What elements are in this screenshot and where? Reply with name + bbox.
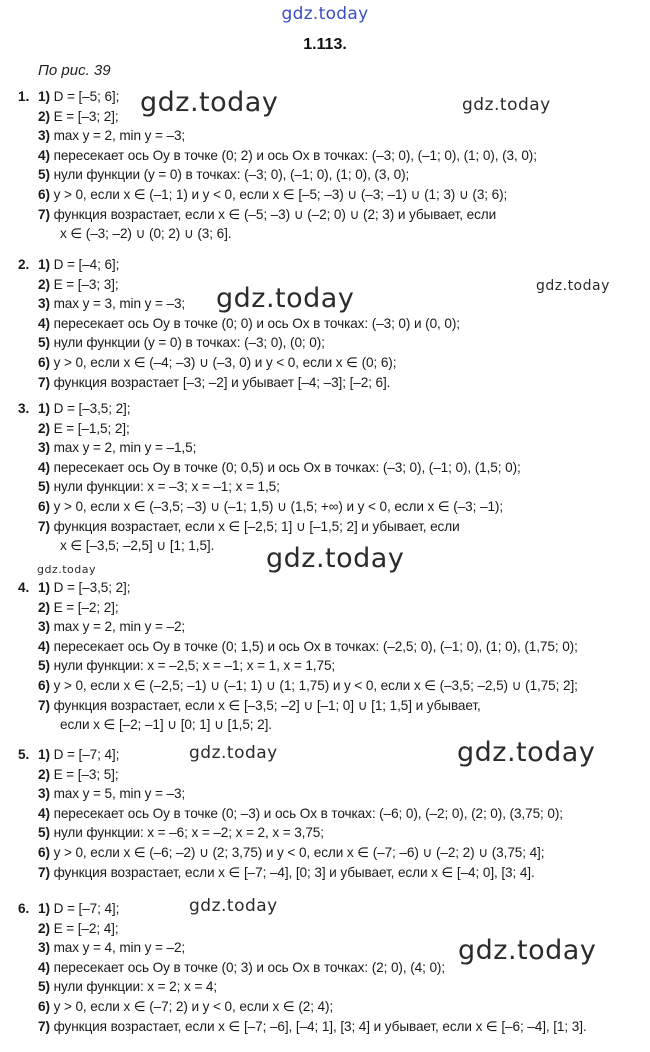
answer-line — [60, 224, 231, 244]
watermark: gdz.today — [266, 543, 405, 574]
answer-text: y > 0, если x ∈ (–7; 2) и y < 0, если x ∈ (2; 4); — [53, 999, 334, 1014]
item-number: 4) — [38, 315, 50, 331]
item-number: 6) — [38, 845, 50, 860]
answer-line — [38, 977, 217, 997]
answer-line — [38, 497, 503, 517]
watermark: gdz.today — [189, 743, 278, 763]
item-number: 3) — [38, 940, 50, 956]
answer-text: y > 0, если x ∈ (–4; –3) ∪ (–3, 0) и y < 0, если x ∈ (0; 6); — [53, 355, 397, 370]
answer-text: пересекает ось Oy в точке (0; 0,5) и ось Ox в точках: (–3; 0), (–1; 0), (1,5; 0); — [53, 459, 521, 475]
answer-line — [18, 578, 131, 598]
answer-text: функция возрастает, если x ∈ [–7; –4], [0; 3] и убывает, если x ∈ [–4; 0], [3; 4]. — [53, 864, 535, 880]
item-number: 6) — [38, 187, 50, 202]
answer-line — [60, 536, 214, 556]
answer-text: D = [–5; 6]; — [53, 89, 120, 104]
answer-line — [38, 126, 185, 146]
item-number: 2) — [38, 276, 50, 292]
item-number: 4) — [38, 805, 50, 821]
answer-line — [38, 938, 185, 958]
watermark: gdz.today — [37, 563, 97, 576]
answer-text: x ∈ [–3,5; –2,5] ∪ [1; 1,5]. — [60, 538, 215, 554]
answer-text: пересекает ось Oy в точке (0; 0) и ось Ox в точках: (–3; 0) и (0, 0); — [53, 315, 460, 331]
item-number: 7) — [38, 1018, 50, 1034]
item-number: 3) — [38, 128, 50, 144]
answer-text: функция возрастает [–3; –2] и убывает [–4; –3]; [–2; 6]. — [53, 374, 391, 390]
answer-line — [38, 863, 535, 883]
answer-text: max y = 4, min y = –2; — [53, 940, 186, 956]
item-number: 4) — [38, 147, 50, 163]
answer-text: E = [–3; 5]; — [53, 766, 119, 782]
answer-text: y > 0, если x ∈ (–2,5; –1) ∪ (–1; 1) ∪ (1; 1,75) и y < 0, если x ∈ (–3,5; –2,5) ∪ (1,75; 2]; — [53, 678, 578, 693]
answer-line — [38, 656, 335, 676]
answer-text: если x ∈ [–2; –1] ∪ [0; 1] ∪ [1,5; 2]. — [60, 717, 272, 733]
answer-text: пересекает ось Oy в точке (0; 3) и ось Ox в точках: (2; 0), (4; 0); — [53, 959, 446, 975]
answer-line — [18, 399, 131, 419]
item-number: 5) — [38, 479, 50, 495]
watermark: gdz.today — [462, 95, 551, 115]
item-number: 1) — [38, 89, 50, 104]
item-number: 5) — [38, 825, 50, 841]
item-number: 2) — [38, 599, 50, 615]
answer-text: функция возрастает, если x ∈ [–2,5; 1] ∪ [–1,5; 2] и убывает, если — [53, 518, 460, 534]
answer-line — [38, 205, 496, 225]
answer-text: нули функции: x = –2,5; x = –1; x = 1, x = 1,75; — [53, 658, 336, 674]
item-number: 3) — [38, 619, 50, 635]
answer-line — [38, 294, 185, 314]
exercise-number: 1.113. — [303, 36, 347, 53]
item-number: 6) — [38, 999, 50, 1014]
problem-number: 1. — [18, 89, 30, 104]
answer-text: нули функции (y = 0) в точках: (–3; 0), (0; 0); — [53, 335, 325, 351]
answer-line — [38, 353, 396, 373]
answer-line — [38, 617, 185, 637]
answer-line — [18, 745, 120, 765]
answer-line — [38, 458, 521, 478]
site-header-link[interactable]: gdz.today — [281, 4, 369, 24]
answer-line — [38, 598, 119, 618]
answer-text: функция возрастает, если x ∈ [–7; –6], [–4; 1], [3; 4] и убывает, если x ∈ [–6; –4], [1; 3]. — [53, 1018, 587, 1034]
answer-line — [38, 696, 481, 716]
answer-line — [18, 899, 120, 919]
answer-line — [38, 438, 196, 458]
item-number: 6) — [38, 678, 50, 693]
item-number: 3) — [38, 440, 50, 456]
answer-line — [38, 146, 537, 166]
answer-text: D = [–4; 6]; — [53, 257, 120, 272]
answer-line — [38, 333, 325, 353]
answer-text: нули функции (y = 0) в точках: (–3; 0), (–1; 0), (1; 0), (3, 0); — [53, 167, 410, 183]
watermark: gdz.today — [457, 737, 596, 768]
answer-text: нули функции: x = –3; x = –1; x = 1,5; — [53, 479, 280, 495]
answer-text: max y = 2, min y = –1,5; — [53, 440, 197, 456]
answer-text: функция возрастает, если x ∈ (–5; –3) ∪ (–2; 0) ∪ (2; 3) и убывает, если — [53, 206, 497, 222]
answer-text: функция возрастает, если x ∈ [–3,5; –2] ∪ [–1; 0] ∪ [1; 1,5] и убывает, — [53, 697, 481, 713]
item-number: 1) — [38, 580, 50, 595]
answer-text: E = [–2; 2]; — [53, 599, 119, 615]
item-number: 1) — [38, 401, 50, 416]
answer-text: y > 0, если x ∈ (–1; 1) и y < 0, если x ∈ [–5; –3) ∪ (–3; –1) ∪ (1; 3) ∪ (3; 6); — [53, 187, 508, 202]
item-number: 1) — [38, 747, 50, 762]
item-number: 3) — [38, 786, 50, 802]
answer-text: E = [–3; 2]; — [53, 108, 119, 124]
item-number: 7) — [38, 206, 50, 222]
answer-text: D = [–3,5; 2]; — [53, 401, 131, 416]
answer-text: max y = 2, min y = –3; — [53, 128, 186, 144]
item-number: 7) — [38, 864, 50, 880]
answer-line — [38, 314, 460, 334]
answer-text: D = [–7; 4]; — [53, 747, 120, 762]
answer-text: нули функции: x = 2; x = 4; — [53, 979, 218, 995]
answer-line — [38, 637, 578, 657]
watermark: gdz.today — [216, 283, 355, 314]
answer-line — [18, 255, 120, 275]
answer-text: E = [–1,5; 2]; — [53, 420, 130, 436]
answer-text: max y = 5, min y = –3; — [53, 786, 186, 802]
item-number: 2) — [38, 108, 50, 124]
watermark: gdz.today — [458, 935, 597, 966]
answer-line — [38, 676, 578, 696]
answer-line — [38, 765, 119, 785]
answer-line — [38, 275, 119, 295]
problem-number: 5. — [18, 747, 30, 762]
watermark: gdz.today — [140, 87, 279, 118]
problem-number: 2. — [18, 257, 30, 272]
item-number: 2) — [38, 766, 50, 782]
answer-line — [38, 804, 563, 824]
item-number: 4) — [38, 459, 50, 475]
item-number: 6) — [38, 355, 50, 370]
item-number: 6) — [38, 499, 50, 514]
answer-line — [38, 784, 185, 804]
answer-line — [38, 165, 409, 185]
item-number: 5) — [38, 167, 50, 183]
item-number: 2) — [38, 420, 50, 436]
item-number: 7) — [38, 518, 50, 534]
answer-text: y > 0, если x ∈ (–6; –2) ∪ (2; 3,75) и y < 0, если x ∈ (–7; –6) ∪ (–2; 2) ∪ (3,75; 4]; — [53, 845, 545, 860]
answer-line — [38, 823, 324, 843]
item-number: 5) — [38, 335, 50, 351]
watermark: gdz.today — [536, 278, 610, 294]
answer-text: нули функции: x = –6; x = –2; x = 2, x = 3,75; — [53, 825, 324, 841]
problem-number: 3. — [18, 401, 30, 416]
answer-text: пересекает ось Oy в точке (0; 1,5) и ось Ox в точках: (–2,5; 0), (–1; 0), (1; 0), (1,75; 0); — [53, 638, 578, 654]
item-number: 4) — [38, 959, 50, 975]
answer-line — [38, 1017, 587, 1037]
watermark: gdz.today — [189, 896, 278, 916]
item-number: 1) — [38, 257, 50, 272]
answer-line — [38, 373, 390, 393]
answer-line — [38, 958, 445, 978]
answer-line — [38, 843, 544, 863]
item-number: 4) — [38, 638, 50, 654]
answer-line — [60, 715, 272, 735]
answer-line — [38, 107, 119, 127]
problem-number: 6. — [18, 901, 30, 916]
item-number: 5) — [38, 979, 50, 995]
exercise-subtitle: По рис. 39 — [38, 62, 111, 79]
answer-text: E = [–2; 4]; — [53, 920, 119, 936]
answer-line — [18, 87, 120, 107]
answer-text: y > 0, если x ∈ (–3,5; –3) ∪ (–1; 1,5) ∪ (1,5; +∞) и y < 0, если x ∈ (–3; –1); — [53, 499, 504, 514]
item-number: 1) — [38, 901, 50, 916]
answer-text: пересекает ось Oy в точке (0; –3) и ось Ox в точках: (–6; 0), (–2; 0), (2; 0), (3,75; 0); — [53, 805, 563, 821]
item-number: 5) — [38, 658, 50, 674]
answer-text: max y = 2, min y = –2; — [53, 619, 186, 635]
answer-line — [38, 517, 460, 537]
answer-text: max y = 3, min y = –3; — [53, 296, 186, 312]
item-number: 2) — [38, 920, 50, 936]
answer-line — [38, 997, 333, 1017]
answer-text: пересекает ось Oy в точке (0; 2) и ось Ox в точках: (–3; 0), (–1; 0), (1; 0), (3, 0); — [53, 147, 537, 163]
item-number: 7) — [38, 374, 50, 390]
item-number: 7) — [38, 697, 50, 713]
answer-line — [38, 919, 119, 939]
item-number: 3) — [38, 296, 50, 312]
answer-line — [38, 419, 130, 439]
answer-text: D = [–7; 4]; — [53, 901, 120, 916]
problem-number: 4. — [18, 580, 30, 595]
answer-text: D = [–3,5; 2]; — [53, 580, 131, 595]
answer-line — [38, 185, 507, 205]
answer-text: E = [–3; 3]; — [53, 276, 119, 292]
answer-text: x ∈ (–3; –2) ∪ (0; 2) ∪ (3; 6]. — [60, 226, 232, 242]
answer-line — [38, 477, 280, 497]
